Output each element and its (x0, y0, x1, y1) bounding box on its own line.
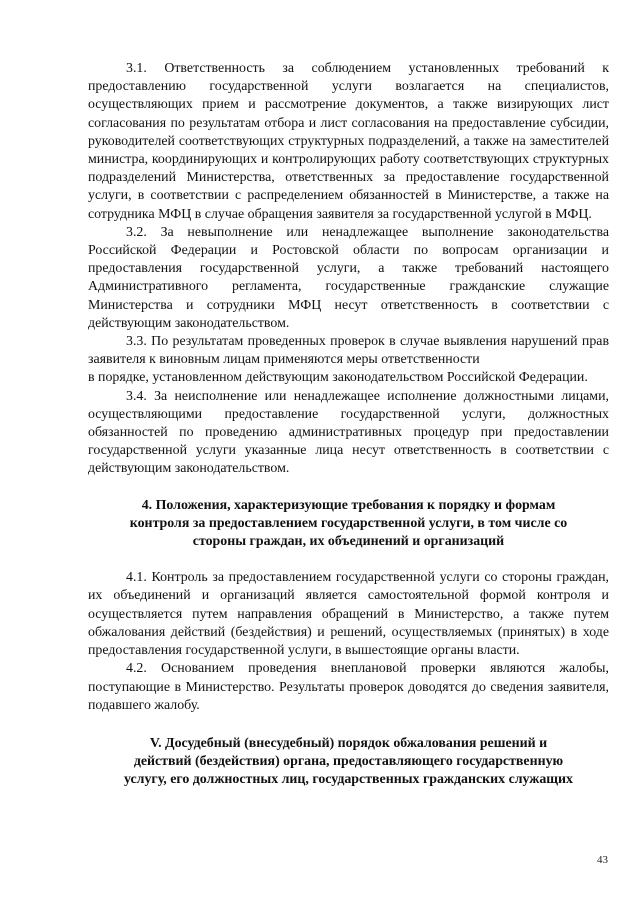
paragraph-3-3-continuation: в порядке, установленном действующим законодательством Российской Федерации. (88, 370, 588, 386)
section-4-heading-line-1: 4. Положения, характеризующие требования к порядку и формам (141, 497, 556, 513)
paragraph-3-3: 3.3. По результатам проведенных проверок в случае выявления нарушений прав заявителя к виновным лицам применяются меры ответственности (88, 334, 609, 368)
page-number: 43 (597, 854, 608, 866)
section-5-heading-line-3: услугу, его должностных лиц, государственных гражданских служащих (124, 772, 573, 788)
section-5-heading-line-2: действий (бездействия) органа, предоставляющего государственную (133, 754, 564, 770)
paragraph-4-2: 4.2. Основанием проведения внеплановой проверки являются жалобы, поступающие в Министерство. Результаты проверок доводятся до сведения заявителя, подавшего жалобу. (88, 661, 609, 713)
paragraph-3-2: 3.2. За невыполнение или ненадлежащее выполнение законодательства Российской Федерации и Ростовской области по вопросам организации и предоставления государственной услуги, а также требований настоящего Административного регламента, государственные гражданские служащие Министерства и сотрудники МФЦ несут ответственность в соответствии с действующим законодательством. (88, 224, 609, 331)
paragraph-4-1: 4.1. Контроль за предоставлением государственной услуги со стороны граждан, их объединений и организаций является самостоятельной формой контроля и осуществляется путем направления обращений в Министерство, а также путем обжалования действий (бездействия) и решений, осуществляемых (принятых) в ходе предоставления государственной услуги, в вышестоящие органы власти. (88, 570, 609, 659)
section-4-heading-line-2: контроля за предоставлением государственной услуги, в том числе со (129, 515, 568, 531)
section-4-heading (88, 497, 609, 552)
document-page (88, 60, 609, 790)
section-5-heading-line-1: V. Досудебный (внесудебный) порядок обжалования решений и (149, 735, 548, 751)
paragraph-3-1: 3.1. Ответственность за соблюдением установленных требований к предоставлению государственной услуги возлагается на специалистов, осуществляющих прием и рассмотрение документов, а также визирующих лист согласования по результатам отбора и лист согласования на предоставление субсидии, руководителей соответствующих структурных подразделений, а также на заместителей министра, координирующих и контролирующих работу соответствующих структурных подразделений Министерства, ответственных за предоставление государственной услуги, в соответствии с распределением обязанностей в Министерстве, а также на сотрудника МФЦ в случае обращения заявителя за государственной услугой в МФЦ. (88, 61, 609, 222)
section-5-heading (88, 735, 609, 790)
paragraph-3-4: 3.4. За неисполнение или ненадлежащее исполнение должностными лицами, осуществляющими предоставление государственной услуги, должностных обязанностей по проведению административных процедур при предоставлении государственной услуги указанные лица несут ответственность в соответствии с действующим законодательством. (88, 388, 609, 477)
section-4-heading-line-3: стороны граждан, их объединений и организаций (192, 534, 505, 550)
